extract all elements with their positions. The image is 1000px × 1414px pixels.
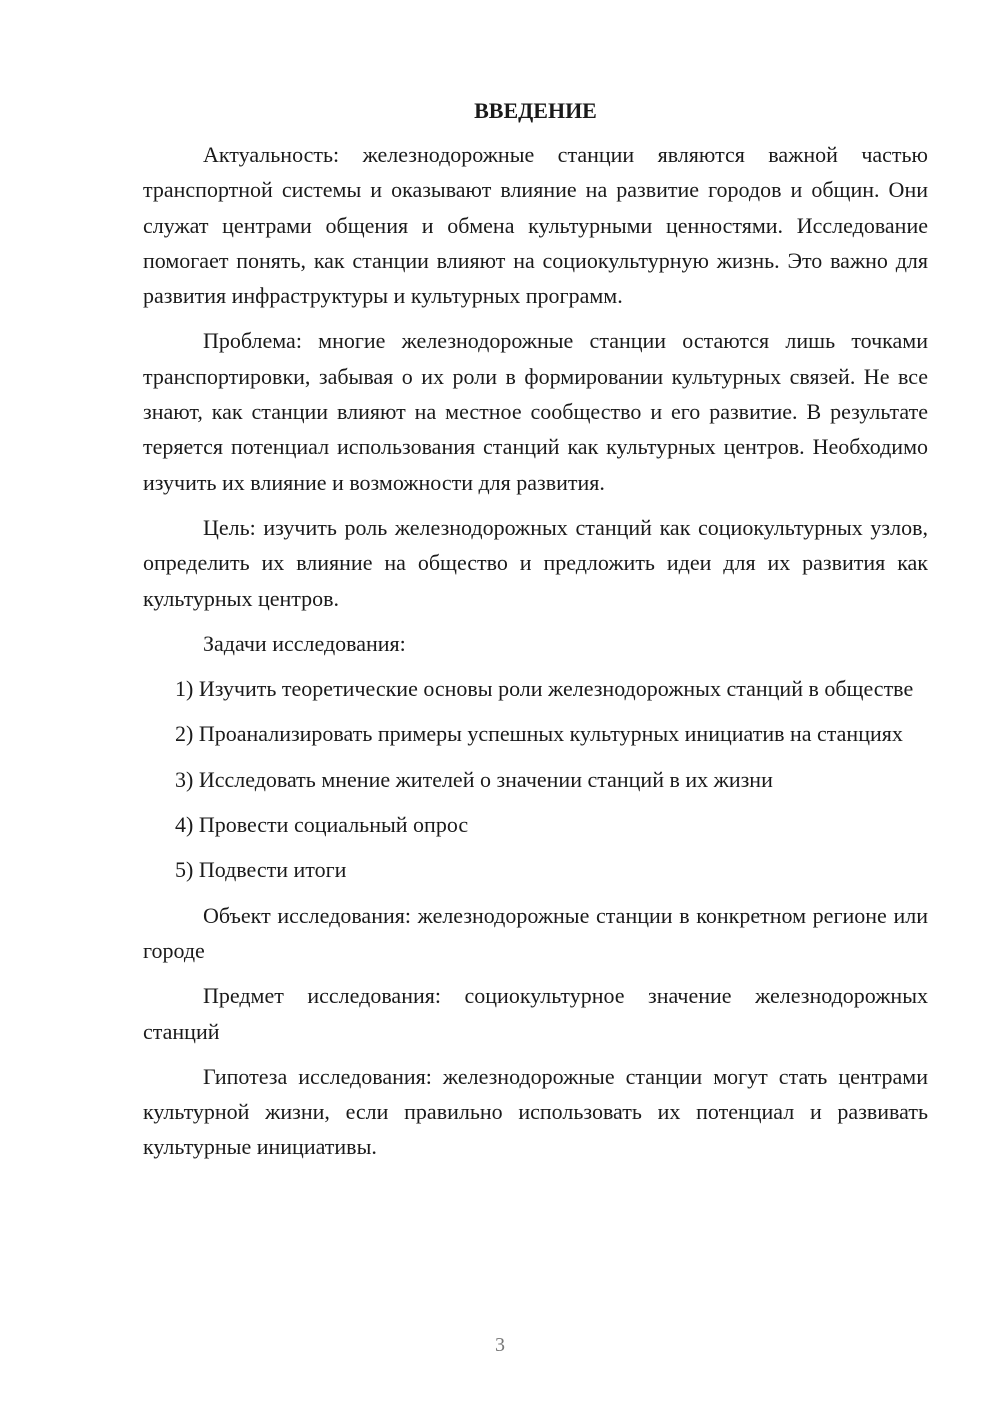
- object-paragraph: Объект исследования: железнодорожные станции в конкретном регионе или городе: [143, 902, 928, 963]
- section-heading: ВВЕДЕНИЕ: [474, 98, 597, 123]
- subject-paragraph: Предмет исследования: социокультурное значение железнодорожных станций: [143, 983, 928, 1044]
- page-number: 3: [495, 1334, 505, 1356]
- problem-paragraph: Проблема: многие железнодорожные станции остаются лишь точками транспортировки, забывая о их роли в формировании культурных связей. Не все знают, как станции влияют на местное сообщество и его развитие. В результате теряется потенциал использования станций как культурных центров. Необходимо изучить их влияние и возможности для развития.: [143, 328, 928, 495]
- task-item-5: 5) Подвести итоги: [175, 857, 347, 883]
- task-item-4: 4) Провести социальный опрос: [175, 812, 469, 838]
- task-item-1: 1) Изучить теоретические основы роли железнодорожных станций в обществе: [175, 676, 914, 702]
- relevance-paragraph: Актуальность: железнодорожные станции являются важной частью транспортной системы и оказывают влияние на развитие городов и общин. Они служат центрами общения и обмена культурными ценностями. Исследование помогает понять, как станции влияют на социокультурную жизнь. Это важно для развития инфраструктуры и культурных программ.: [143, 142, 928, 309]
- document-page: [143, 95, 928, 1175]
- task-item-2: 2) Проанализировать примеры успешных культурных инициатив на станциях: [175, 721, 903, 747]
- goal-paragraph: Цель: изучить роль железнодорожных станций как социокультурных узлов, определить их влияние на общество и предложить идеи для их развития как культурных центров.: [143, 514, 928, 611]
- task-item-3: 3) Исследовать мнение жителей о значении станций в их жизни: [175, 766, 773, 792]
- hypothesis-paragraph: Гипотеза исследования: железнодорожные станции могут стать центрами культурной жизни, если правильно использовать их потенциал и развивать культурные инициативы.: [143, 1063, 928, 1160]
- tasks-intro-paragraph: Задачи исследования:: [203, 630, 406, 656]
